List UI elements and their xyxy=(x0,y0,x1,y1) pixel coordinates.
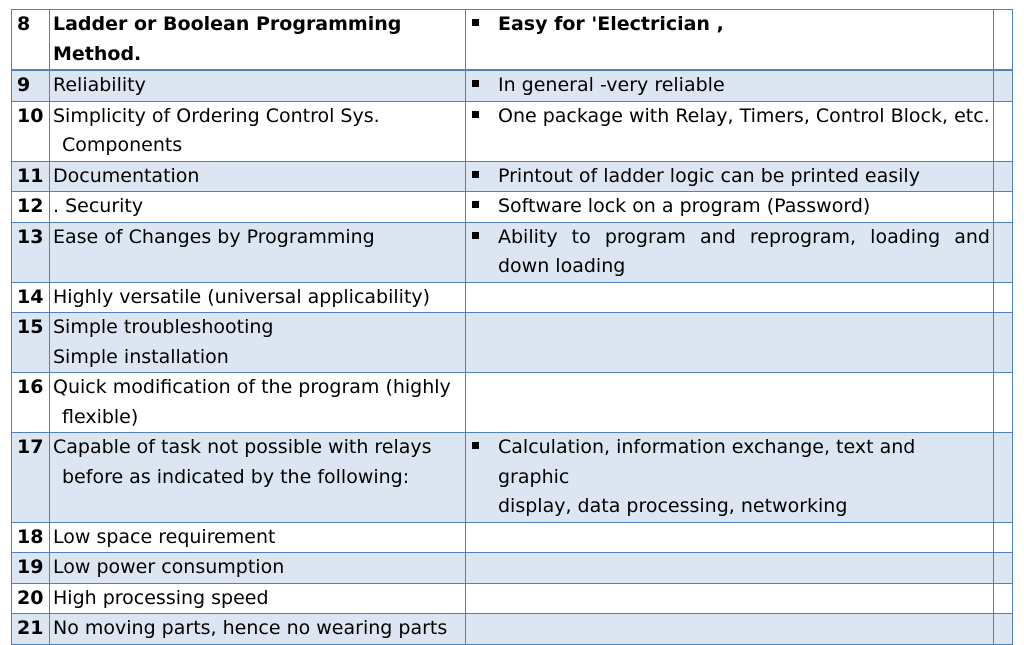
table-row xyxy=(12,522,1013,553)
empty-cell xyxy=(994,282,1013,313)
description-cell xyxy=(466,614,994,645)
empty-cell xyxy=(994,161,1013,192)
feature-cell xyxy=(50,522,466,553)
row-number: 11 xyxy=(12,161,50,192)
empty-cell xyxy=(994,433,1013,523)
row-number: 15 xyxy=(12,313,50,373)
description-cell xyxy=(466,433,994,523)
empty-cell xyxy=(994,313,1013,373)
description-text: Printout of ladder logic can be printed easily xyxy=(498,164,920,187)
table-row xyxy=(12,161,1013,192)
feature-cell xyxy=(50,373,466,433)
description-cell xyxy=(466,222,994,282)
square-bullet-icon xyxy=(472,111,479,118)
table-row xyxy=(12,222,1013,282)
feature-cell xyxy=(50,10,466,71)
feature-text: High processing speed xyxy=(53,586,269,609)
table-row xyxy=(12,313,1013,373)
description-cell xyxy=(466,10,994,71)
feature-text: Reliability xyxy=(53,74,146,96)
table-row xyxy=(12,553,1013,584)
square-bullet-icon xyxy=(472,171,479,178)
row-number: 16 xyxy=(12,373,50,433)
table-row xyxy=(12,101,1013,161)
feature-text: Ladder or Boolean Programming Method. xyxy=(53,13,402,65)
description-text-continued: down loading xyxy=(498,255,626,277)
table-header-row xyxy=(12,10,1013,71)
description-cell xyxy=(466,373,994,433)
feature-text-continued: Simple installation xyxy=(53,345,229,368)
description-cell xyxy=(466,282,994,313)
table-row xyxy=(12,433,1013,523)
row-number: 18 xyxy=(12,522,50,553)
empty-cell xyxy=(994,192,1013,223)
description-cell xyxy=(466,313,994,373)
empty-cell xyxy=(994,553,1013,584)
feature-text: Capable of task not possible with relays xyxy=(53,436,432,458)
description-text-continued: display, data processing, networking xyxy=(498,495,848,517)
table-row xyxy=(12,583,1013,614)
feature-text: Low power consumption xyxy=(53,556,285,578)
feature-text: Documentation xyxy=(53,164,200,187)
feature-cell xyxy=(50,313,466,373)
description-cell xyxy=(466,553,994,584)
table-row xyxy=(12,192,1013,223)
feature-cell xyxy=(50,70,466,101)
row-number: 21 xyxy=(12,614,50,645)
square-bullet-icon xyxy=(472,232,479,239)
description-cell xyxy=(466,70,994,101)
plc-advantages-table xyxy=(11,9,1013,645)
empty-cell xyxy=(994,70,1013,101)
table-row xyxy=(12,373,1013,433)
empty-cell xyxy=(994,373,1013,433)
feature-text: Simplicity of Ordering Control Sys. xyxy=(53,104,380,127)
description-cell xyxy=(466,192,994,223)
feature-text-continued: before as indicated by the following: xyxy=(62,465,410,488)
row-number: 14 xyxy=(12,282,50,313)
feature-text: Ease of Changes by Programming xyxy=(53,225,375,248)
square-bullet-icon xyxy=(472,442,479,449)
row-number: 8 xyxy=(12,10,50,71)
row-number: 20 xyxy=(12,583,50,614)
feature-cell xyxy=(50,101,466,161)
feature-text: Low space requirement xyxy=(53,525,276,548)
empty-cell xyxy=(994,222,1013,282)
square-bullet-icon xyxy=(472,201,479,208)
feature-cell xyxy=(50,583,466,614)
empty-cell xyxy=(994,583,1013,614)
feature-text-continued: flexible) xyxy=(62,405,139,428)
feature-text: Simple troubleshooting xyxy=(53,316,274,338)
feature-cell xyxy=(50,192,466,223)
feature-cell xyxy=(50,553,466,584)
feature-cell xyxy=(50,282,466,313)
feature-text: Quick modification of the program (highly xyxy=(53,376,451,398)
description-cell xyxy=(466,161,994,192)
feature-text: No moving parts, hence no wearing parts xyxy=(53,617,448,639)
row-number: 9 xyxy=(12,70,50,101)
description-text: Easy for 'Electrician , xyxy=(498,13,724,35)
row-number: 13 xyxy=(12,222,50,282)
empty-cell xyxy=(994,522,1013,553)
square-bullet-icon xyxy=(472,19,479,26)
row-number: 17 xyxy=(12,433,50,523)
description-text: Calculation, information exchange, text and graphic xyxy=(498,436,916,488)
feature-text: . Security xyxy=(53,195,144,217)
row-number: 12 xyxy=(12,192,50,223)
description-text: Software lock on a program (Password) xyxy=(498,195,871,217)
table-row xyxy=(12,282,1013,313)
feature-cell xyxy=(50,614,466,645)
row-number: 10 xyxy=(12,101,50,161)
feature-text: Highly versatile (universal applicability) xyxy=(53,285,431,308)
feature-cell xyxy=(50,433,466,523)
description-text: One package with Relay, Timers, Control Block, etc. xyxy=(498,104,990,127)
row-number: 19 xyxy=(12,553,50,584)
empty-cell xyxy=(994,101,1013,161)
description-cell xyxy=(466,522,994,553)
description-cell xyxy=(466,583,994,614)
feature-cell xyxy=(50,222,466,282)
square-bullet-icon xyxy=(472,80,479,87)
feature-cell xyxy=(50,161,466,192)
description-text: Ability to program and reprogram, loading and xyxy=(498,225,990,248)
feature-text-continued: Components xyxy=(62,134,183,156)
table-row xyxy=(12,70,1013,101)
empty-cell xyxy=(994,10,1013,71)
table-row xyxy=(12,614,1013,645)
description-text: In general -very reliable xyxy=(498,74,725,96)
description-cell xyxy=(466,101,994,161)
empty-cell xyxy=(994,614,1013,645)
